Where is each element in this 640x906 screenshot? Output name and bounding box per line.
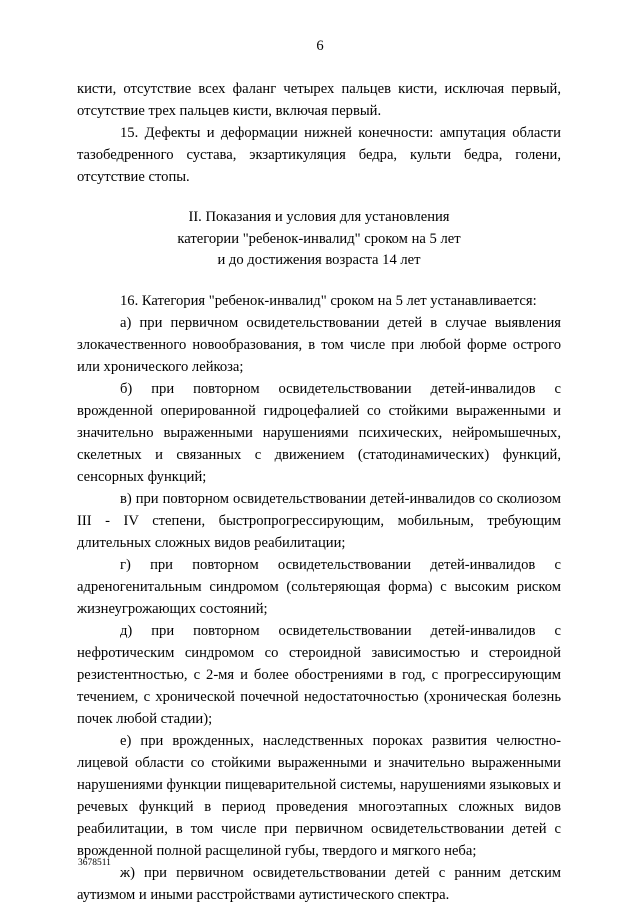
item-16-subitem-b: б) при повторном освидетельствовании детей-инвалидов с врожденной оперированной гидроцефалией со стойкими выраженными и значительно выраженными нарушениями психических, нейромышечных, скелетных и связанных с движением (статодинамических) функций, сенсорных функций;	[77, 380, 561, 485]
item-16-intro: 16. Категория "ребенок-инвалид" сроком на 5 лет устанавливается:	[120, 292, 537, 309]
page-number: 6	[316, 38, 324, 54]
section-heading-line-2: категории "ребенок-инвалид" сроком на 5 лет	[177, 230, 461, 247]
item-16-subitem-v: в) при повторном освидетельствовании детей-инвалидов со сколиозом III - IV степени, быстропрогрессирующим, мобильным, требующим длительных сложных видов реабилитации;	[77, 490, 561, 551]
document-body	[77, 78, 561, 906]
item-16-subitem-zh: ж) при первичном освидетельствовании детей с ранним детским аутизмом и иными расстройствами аутистического спектра.	[77, 864, 561, 903]
item-15-paragraph: 15. Дефекты и деформации нижней конечности: ампутация области тазобедренного сустава, экзартикуляция бедра, культи бедра, голени, отсутствие стопы.	[77, 125, 561, 185]
item-16-subitem-d: д) при повторном освидетельствовании детей-инвалидов с нефротическим синдромом со стероидной зависимостью и стероидной резистентностью, с 2-мя и более обострениями в год, с прогрессирующим течением, с хронической почечной недостаточностью (хроническая болезнь почек любой стадии);	[77, 622, 561, 727]
section-heading-line-1: II. Показания и условия для установления	[188, 209, 450, 225]
item-16-subitem-g: г) при повторном освидетельствовании детей-инвалидов с адреногенитальным синдромом (сольтеряющая форма) с высоким риском жизнеугрожающих состояний;	[77, 556, 561, 617]
item-16-subitem-e: е) при врожденных, наследственных пороках развития челюстно-лицевой области со стойкими выраженными и значительно выраженными нарушениями функции пищеварительной системы, нарушениями языковых и речевых функций в период проведения многоэтапных сложных видов реабилитации, в том числе при первичном освидетельствовании детей с врожденной полной расщелиной губы, твердого и мягкого неба;	[77, 732, 561, 859]
continuation-paragraph: кисти, отсутствие всех фаланг четырех пальцев кисти, исключая первый, отсутствие трех пальцев кисти, включая первый.	[77, 81, 561, 119]
section-heading	[77, 207, 561, 272]
item-16-subitem-a: а) при первичном освидетельствовании детей в случае выявления злокачественного новообразования, в том числе при любой форме острого или хронического лейкоза;	[77, 314, 561, 375]
section-heading-line-3: и до достижения возраста 14 лет	[217, 252, 421, 268]
spacer	[77, 272, 561, 290]
document-id-footer: 3678511	[78, 858, 111, 868]
